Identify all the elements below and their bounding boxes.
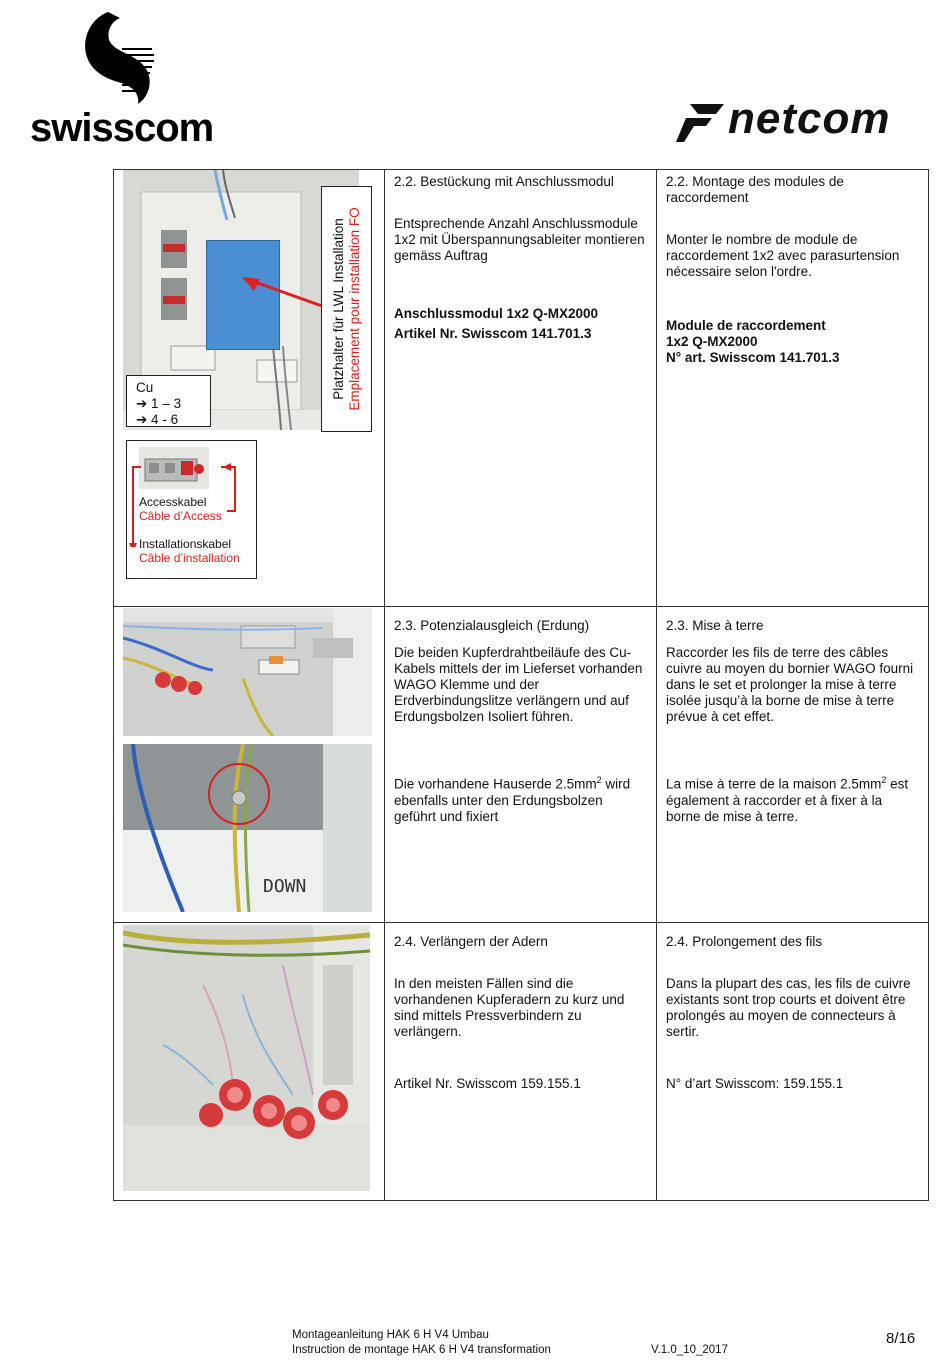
section-title-de: 2.4. Verlängern der Adern xyxy=(394,934,548,949)
section-title-de: 2.2. Bestückung mit Anschlussmodul xyxy=(394,174,614,189)
article-number-de: Artikel Nr. Swisscom 141.701.3 xyxy=(394,326,592,341)
cu-pairs-2: ➔ 4 - 6 xyxy=(136,412,179,427)
install-cable-fr: Câble d’installation xyxy=(139,551,240,565)
netcom-logo xyxy=(676,94,916,146)
footer-version: V.1.0_10_2017 xyxy=(651,1344,728,1356)
module-legend-box xyxy=(126,440,257,579)
section-text-de: Entsprechende Anzahl Anschlussmodule 1x2 mit Überspannungsableiter montieren gemäss Auftrag xyxy=(394,216,645,263)
cu-pairs-1: ➔ 1 – 3 xyxy=(136,396,182,411)
article-number-de: Artikel Nr. Swisscom 159.155.1 xyxy=(394,1076,581,1091)
house-earth-text-de: Die vorhandene Hauserde $2.5mm^2$ wird ebenfalls unter den Erdungsbolzen geführt und fixiert xyxy=(394,775,631,824)
page-number: 8/16 xyxy=(886,1330,916,1347)
press-connectors-photo xyxy=(123,925,370,1191)
placeholder-label-de: Platzhalter für LWL Installation xyxy=(331,218,346,400)
table-row xyxy=(114,607,929,923)
section-title-de: 2.3. Potenzialausgleich (Erdung) xyxy=(394,618,590,633)
french-text-cell xyxy=(657,170,929,607)
netcom-wordmark: netcom xyxy=(728,94,891,143)
wago-clamp-photo xyxy=(123,608,372,736)
section-text-de: In den meisten Fällen sind die vorhandenen Kupferadern zu kurz und sind mittels Pressverbindern zu verlängern. xyxy=(394,976,625,1039)
down-label: DOWN xyxy=(263,876,307,897)
install-cable-de: Installationskabel xyxy=(139,537,232,551)
french-text-cell xyxy=(657,607,929,923)
placeholder-label-box xyxy=(321,186,372,432)
german-text-cell xyxy=(385,170,657,607)
footer-title-de: Montageanleitung HAK 6 H V4 Umbau xyxy=(292,1329,489,1341)
placeholder-label-fr: Emplacement pour installation FO xyxy=(347,207,362,411)
cu-label-box xyxy=(126,375,211,427)
section-title-fr: 2.4. Prolongement des fils xyxy=(666,934,823,949)
section-title-fr: 2.2. Montage des modules de raccordement xyxy=(666,174,844,205)
article-name-fr: Module de raccordement xyxy=(666,318,826,333)
french-text-cell xyxy=(657,923,929,1201)
swisscom-wordmark: swisscom xyxy=(30,106,214,150)
access-cable-de: Accesskabel xyxy=(139,495,207,509)
section-text-fr: Monter le nombre de module de raccordement 1x2 avec parasurtension nécessaire selon l'ordre. xyxy=(666,232,900,279)
image-cell xyxy=(114,607,385,923)
section-text-de: Die beiden Kupferdrahtbeiläufe des Cu-Kabels mittels der im Lieferset vorhanden WAGO Klemme und der Erdverbindungslitze verlängern und auf Erdungsbolzen Isoliert führen. xyxy=(394,645,643,724)
table-row xyxy=(114,923,929,1201)
article-number-fr: N° d’art Swisscom: 159.155.1 xyxy=(666,1076,844,1091)
house-earth-text-fr: La mise à terre de la maison $2.5mm^2$ est également à raccorder et à fixer à la borne de mise à terre. xyxy=(666,775,909,824)
access-cable-fr: Câble d’Access xyxy=(139,509,222,523)
netcom-mark-icon xyxy=(676,102,726,144)
german-text-cell xyxy=(385,923,657,1201)
section-title-fr: 2.3. Mise à terre xyxy=(666,618,764,633)
footer-title-fr: Instruction de montage HAK 6 H V4 transformation xyxy=(292,1344,551,1356)
article-model-fr: 1x2 Q-MX2000 xyxy=(666,334,758,349)
swisscom-logo xyxy=(30,8,220,148)
instruction-table xyxy=(113,169,929,1201)
cu-label: Cu xyxy=(136,380,154,395)
swisscom-mark-icon xyxy=(30,8,220,108)
section-text-fr: Dans la plupart des cas, les fils de cuivre existants sont trop courts et doivent être prolongés au moyen de connecteurs à sertir. xyxy=(666,976,911,1039)
section-text-fr: Raccorder les fils de terre des câbles cuivre au moyen du bornier WAGO fourni dans le set et prolonger la mise à terre isolée jusqu’à la borne de mise à terre prévue à cet effet. xyxy=(666,645,914,724)
article-number-fr: N° art. Swisscom 141.701.3 xyxy=(666,350,840,365)
german-text-cell xyxy=(385,607,657,923)
image-cell xyxy=(114,923,385,1201)
grounding-bolt-photo xyxy=(123,744,372,912)
image-cell xyxy=(114,170,385,607)
table-row xyxy=(114,170,929,607)
article-name-de: Anschlussmodul 1x2 Q-MX2000 xyxy=(394,306,599,321)
